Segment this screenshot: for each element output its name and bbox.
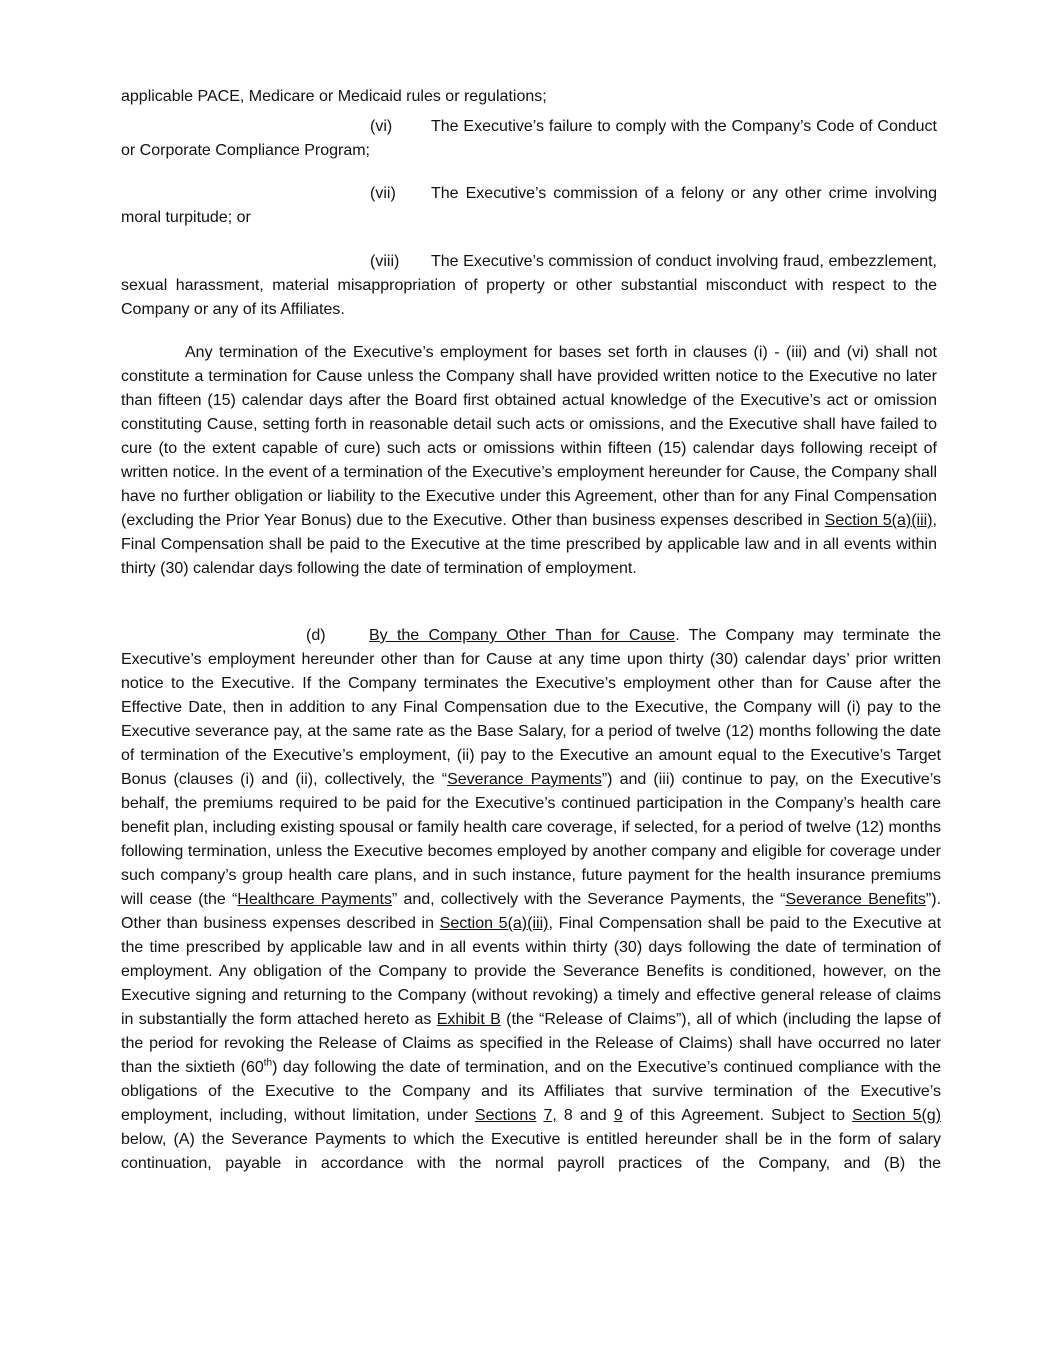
text-run: of this Agreement. Subject to: [622, 1107, 853, 1124]
section-9-reference-link[interactable]: 9: [613, 1107, 623, 1124]
text-run: ” and, collectively with the Severance Payments, the “: [391, 891, 786, 908]
clause-text: The Executive’s commission of conduct involving fraud, embezzlement, sexual harassment, material misappropriation of property or other substantial misconduct with respect to the Company or any of its Affiliates.: [121, 253, 937, 318]
paragraph-termination-for-cause: [121, 341, 937, 581]
text-run: ”) and (iii) continue to pay, on the Executive’s behalf, the premiums required to be paid for the Executive’s continued participation in the Company’s health care benefit plan, including existing spousal or family health care coverage, if selected, for a period of twelve (12) months following termination, unless the Executive becomes employed by another company and eligible for coverage under such company’s group health care plans, and in such instance, future payment for the health insurance premiums will cease (the “: [121, 771, 941, 908]
clause-number: (d): [306, 627, 326, 644]
text-run: Any termination of the Executive’s employment for bases set forth in clauses (i) - (iii) and (vi) shall not constitute a termination for Cause unless the Company shall have provided written notice to the Executive no later than fifteen (15) calendar days after the Board first obtained actual knowledge of the Executive’s act or omission constituting Cause, setting forth in reasonable detail such acts or omissions, and the Executive shall have failed to cure (to the extent capable of cure) such acts or omissions within fifteen (15) calendar days following receipt of written notice. In the event of a termination of the Executive’s employment hereunder for Cause, the Company shall have no further obligation or liability to the Executive under this Agreement, other than for any Final Compensation (excluding the Prior Year Bonus) due to the Executive. Other than business expenses described in: [121, 344, 937, 529]
section-7-reference-link[interactable]: 7,: [543, 1107, 557, 1124]
text-run: below, (A) the Severance Payments to which the Executive is entitled hereunder shall be in the form of salary continuation, payable in accordance with the normal payroll practices of the Company, and (B) the: [121, 1131, 941, 1172]
paragraph-d-other-than-cause: [121, 624, 941, 1176]
text-run: 8 and: [556, 1107, 614, 1124]
section-5g-reference-link[interactable]: Section 5(g): [852, 1107, 942, 1124]
clause-vi: [121, 115, 937, 163]
clause-vii: [121, 182, 937, 230]
section-reference-link[interactable]: Section 5(a)(iii),: [439, 915, 553, 932]
text-run: (the “Release of Claims”), all of which (including the lapse of the period for revoking the Release of Claims as specified in the Release of Claims) shall have occurred no later than the sixtieth (60: [121, 1011, 941, 1076]
clause-number: (vii): [370, 185, 396, 202]
clause-number: (vi): [370, 118, 393, 135]
defined-term-healthcare-payments: Healthcare Payments: [237, 891, 392, 908]
clause-viii: [121, 250, 937, 322]
paragraph-text: applicable PACE, Medicare or Medicaid rules or regulations;: [121, 88, 547, 105]
defined-term-severance-payments: Severance Payments: [447, 771, 602, 788]
superscript: th: [263, 1057, 273, 1069]
section-heading: By the Company Other Than for Cause: [369, 627, 676, 644]
clause-text: The Executive’s commission of a felony or any other crime involving moral turpitude; or: [121, 185, 937, 226]
exhibit-reference-link[interactable]: Exhibit B: [436, 1011, 501, 1028]
text-run: ) day following the date of termination, and on the Executive’s continued compliance with the obligations of the Executive to the Company and its Affiliates that survive termination of the Executive’s employment, including, without limitation, under: [121, 1059, 941, 1124]
defined-term-severance-benefits: Severance Benefits: [785, 891, 926, 908]
text-run: . The Company may terminate the Executive’s employment hereunder other than for Cause at any time upon thirty (30) calendar days’ prior written notice to the Executive. If the Company terminates the Executive’s employment other than for Cause after the Effective Date, then in addition to any Final Compensation due to the Executive, the Company will (i) pay to the Executive severance pay, at the same rate as the Base Salary, for a period of twelve (12) months following the date of termination of the Executive’s employment, (ii) pay to the Executive an amount equal to the Executive’s Target Bonus (clauses (i) and (ii), collectively, the “: [121, 627, 942, 788]
text-run: Final Compensation shall be paid to the Executive at the time prescribed by applicable law and in all events within thirty (30) days following the date of termination of employment. Any obligation of the Company to provide the Severance Benefits is conditioned, however, on the Executive signing and returning to the Company (without revoking) a timely and effective general release of claims in substantially the form attached hereto as: [121, 915, 942, 1028]
paragraph-rules-regulations: [121, 85, 937, 109]
text-run: Final Compensation shall be paid to the Executive at the time prescribed by applicable law and in all events within thirty (30) calendar days following the date of termination of employment.: [121, 536, 937, 577]
sections-reference-link[interactable]: Sections: [474, 1107, 537, 1124]
clause-number: (viii): [370, 253, 400, 270]
clause-text: The Executive’s failure to comply with the Company’s Code of Conduct or Corporate Compliance Program;: [121, 118, 937, 159]
section-reference-link[interactable]: Section 5(a)(iii),: [824, 512, 937, 529]
text-run: ”). Other than business expenses described in: [121, 891, 942, 932]
